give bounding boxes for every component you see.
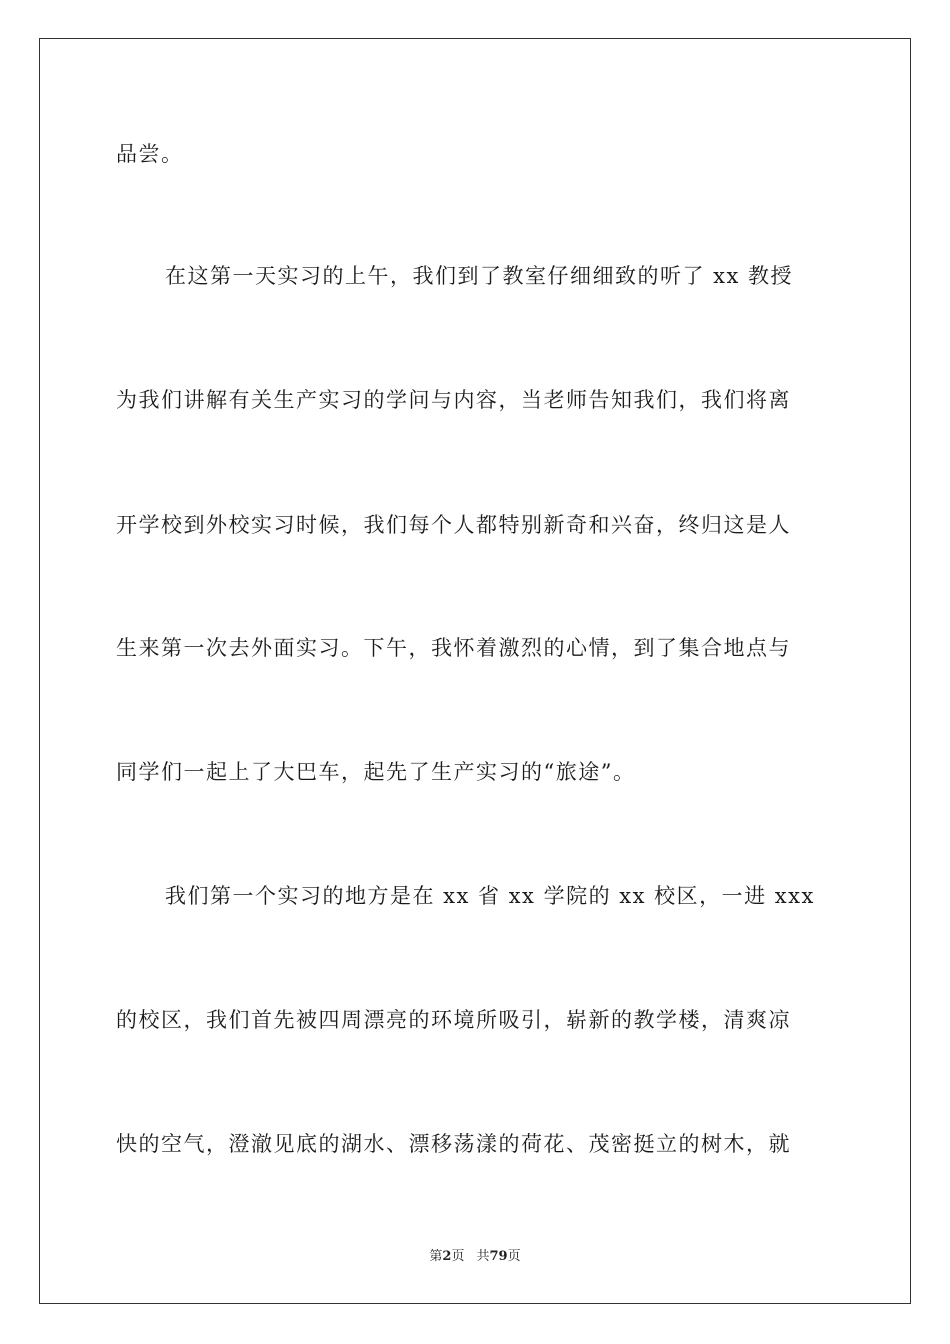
page-footer [0, 1248, 950, 1266]
text-line-3: 为我们讲解有关生产实习的学问与内容，当老师告知我们，我们将离 [116, 388, 791, 412]
page-suffix: 页 [451, 1249, 465, 1264]
text-line-4: 开学校到外校实习时候，我们每个人都特别新奇和兴奋，终归这是人 [116, 513, 791, 537]
text-line-7: 我们第一个实习的地方是在 xx 省 xx 学院的 xx 校区，一进 xxx [165, 884, 815, 908]
page-number: 2 [442, 1249, 452, 1264]
text-line-6: 同学们一起上了大巴车，起先了生产实习的“旅途”。 [116, 760, 636, 784]
total-prefix: 共 [476, 1249, 490, 1264]
page-border [39, 38, 911, 1304]
text-line-9: 快的空气，澄澈见底的湖水、漂移荡漾的荷花、茂密挺立的树木，就 [116, 1132, 791, 1156]
text-line-5: 生来第一次去外面实习。下午，我怀着激烈的心情，到了集合地点与 [116, 636, 791, 660]
text-line-8: 的校区，我们首先被四周漂亮的环境所吸引，崭新的教学楼，清爽凉 [116, 1008, 791, 1032]
page-prefix: 第 [429, 1249, 443, 1264]
text-line-2: 在这第一天实习的上午，我们到了教室仔细细致的听了 xx 教授 [165, 264, 794, 288]
text-line-1: 品尝。 [116, 142, 184, 166]
total-suffix: 页 [507, 1249, 521, 1264]
total-pages: 79 [489, 1249, 508, 1264]
